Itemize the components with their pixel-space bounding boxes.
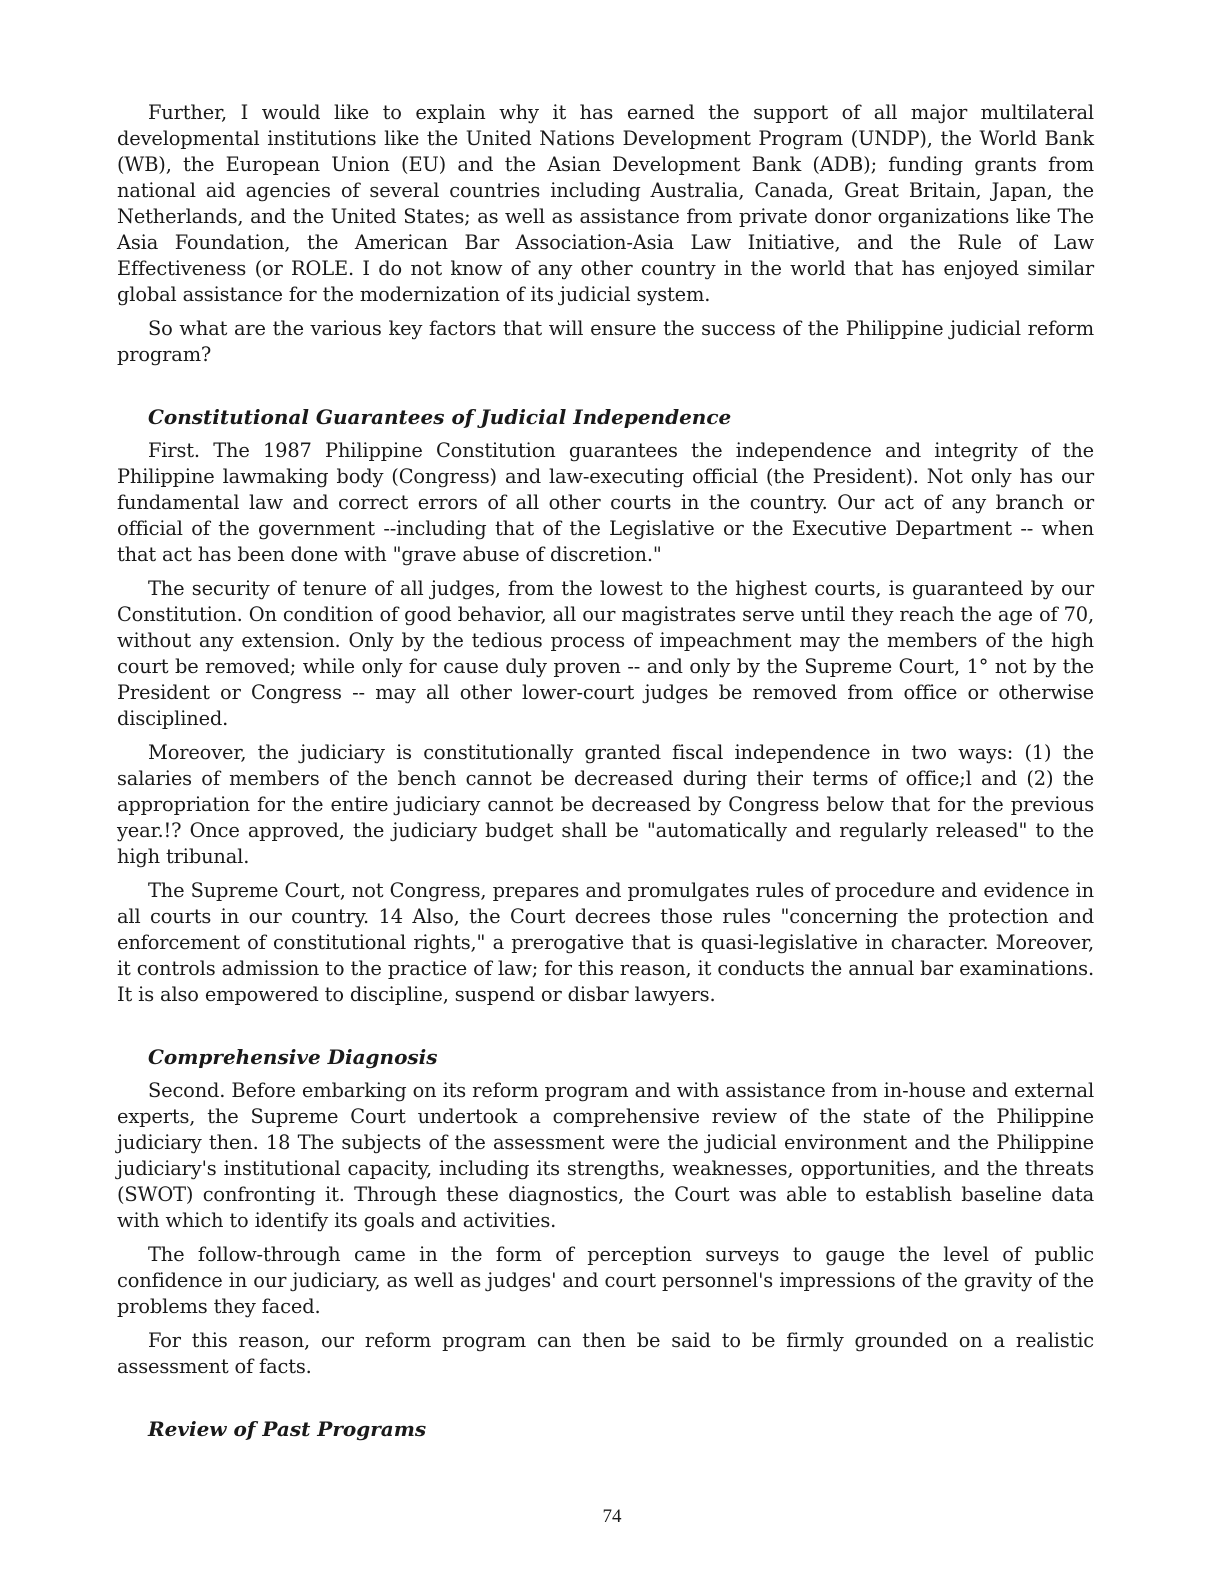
page-number: 74 [602, 1506, 622, 1527]
paragraph-intro-2: So what are the various key factors that will ensure the success of the Philippine judicial reform program? [117, 317, 1094, 366]
paragraph-diagnosis-1: Second. Before embarking on its reform program and with assistance from in-house and external experts, the Supreme Court undertook a comprehensive review of the state of the Philippine judiciary then. 18 The subjects of the assessment were the judicial environment and the Philippine judiciary's institutional capacity, including its strengths, weaknesses, opportunities, and the threats (SWOT) confronting it. Through these diagnostics, the Court was able to establish baseline data with which to identify its goals and activities. [117, 1079, 1094, 1232]
paragraph-judicial-independence-4: The Supreme Court, not Congress, prepares and promulgates rules of procedure and evidence in all courts in our country. 14 Also, the Court decrees those rules "concerning the protection and enforcement of constitutional rights," a prerogative that is quasi-legislative in character. Moreover, it controls admission to the practice of law; for this reason, it conducts the annual bar examinations. It is also empowered to discipline, suspend or disbar lawyers. [117, 879, 1094, 1006]
paragraph-judicial-independence-2: The security of tenure of all judges, from the lowest to the highest courts, is guaranteed by our Constitution. On condition of good behavior, all our magistrates serve until they reach the age of 70, without any extension. Only by the tedious process of impeachment may the members of the high court be removed; while only for cause duly proven -- and only by the Supreme Court, 1° not by the President or Congress -- may all other lower-court judges be removed from office or otherwise disciplined. [117, 577, 1094, 730]
paragraph-judicial-independence-1: First. The 1987 Philippine Constitution guarantees the independence and integrity of the Philippine lawmaking body (Congress) and law-executing official (the President). Not only has our fundamental law and correct errors of all other courts in the country. Our act of any branch or official of the government --including that of the Legislative or the Executive Department -- when that act has been done with "grave abuse of discretion." [117, 439, 1094, 566]
paragraph-diagnosis-2: The follow-through came in the form of perception surveys to gauge the level of public confidence in our judiciary, as well as judges' and court personnel's impressions of the gravity of the problems they faced. [117, 1243, 1094, 1318]
paragraph-intro-1: Further, I would like to explain why it has earned the support of all major multilateral developmental institutions like the United Nations Development Program (UNDP), the World Bank (WB), the European Union (EU) and the Asian Development Bank (ADB); funding grants from national aid agencies of several countries including Australia, Canada, Great Britain, Japan, the Netherlands, and the United States; as well as assistance from private donor organizations like The Asia Foundation, the American Bar Association-Asia Law Initiative, and the Rule of Law Effectiveness (or ROLE. I do not know of any other country in the world that has enjoyed similar global assistance for the modernization of its judicial system. [117, 101, 1094, 306]
section-heading-review-past-programs: Review of Past Programs [148, 1417, 427, 1441]
section-heading-judicial-independence: Constitutional Guarantees of Judicial Independence [148, 405, 732, 429]
section-heading-comprehensive-diagnosis: Comprehensive Diagnosis [148, 1045, 438, 1069]
document-body [117, 100, 1094, 1450]
paragraph-judicial-independence-3: Moreover, the judiciary is constitutionally granted fiscal independence in two ways: (1) the salaries of members of the bench cannot be decreased during their terms of office;l and (2) the appropriation for the entire judiciary cannot be decreased by Congress below that for the previous year.!? Once approved, the judiciary budget shall be "automatically and regularly released" to the high tribunal. [117, 741, 1094, 868]
paragraph-diagnosis-3: For this reason, our reform program can then be said to be firmly grounded on a realistic assessment of facts. [117, 1329, 1094, 1378]
